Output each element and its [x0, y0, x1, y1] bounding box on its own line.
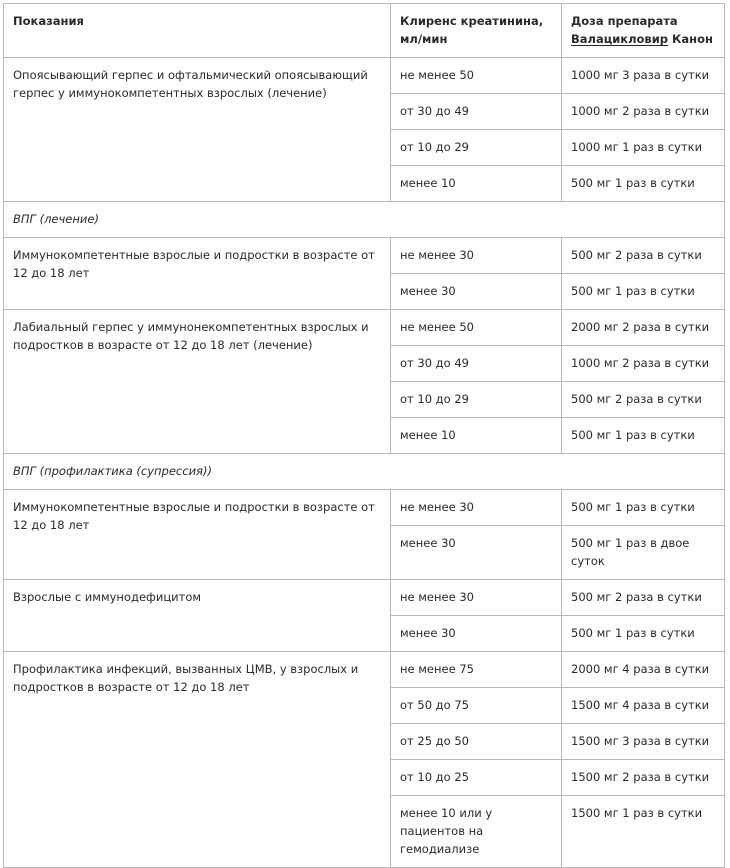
clearance-cell: менее 30	[391, 616, 562, 652]
dose-cell: 1500 мг 1 раз в сутки	[562, 796, 725, 868]
table-header-row	[4, 4, 725, 58]
dose-cell: 500 мг 1 раз в двое суток	[562, 526, 725, 580]
dose-cell: 500 мг 1 раз в сутки	[562, 616, 725, 652]
indication-cell: Взрослые с иммунодефицитом	[4, 580, 391, 652]
dose-cell: 500 мг 1 раз в сутки	[562, 418, 725, 454]
dose-cell: 1500 мг 4 раза в сутки	[562, 688, 725, 724]
clearance-cell: менее 30	[391, 274, 562, 310]
section-row	[4, 454, 725, 490]
table-row	[4, 58, 725, 94]
clearance-cell: не менее 30	[391, 580, 562, 616]
table-row	[4, 652, 725, 688]
clearance-cell: менее 10	[391, 418, 562, 454]
clearance-cell: не менее 50	[391, 310, 562, 346]
dose-cell: 1000 мг 2 раза в сутки	[562, 346, 725, 382]
clearance-cell: от 50 до 75	[391, 688, 562, 724]
section-title: ВПГ (лечение)	[4, 202, 725, 238]
dose-cell: 500 мг 1 раз в сутки	[562, 166, 725, 202]
dose-cell: 1500 мг 3 раза в сутки	[562, 724, 725, 760]
clearance-cell: менее 10	[391, 166, 562, 202]
clearance-cell: менее 10 или у пациентов на гемодиализе	[391, 796, 562, 868]
header-indication: Показания	[4, 4, 391, 58]
dose-cell: 500 мг 2 раза в сутки	[562, 382, 725, 418]
clearance-cell: от 10 до 29	[391, 382, 562, 418]
table-row	[4, 490, 725, 526]
dosage-table	[3, 3, 725, 868]
clearance-cell: не менее 30	[391, 238, 562, 274]
dose-cell: 500 мг 1 раз в сутки	[562, 274, 725, 310]
dose-cell: 1000 мг 1 раз в сутки	[562, 130, 725, 166]
indication-cell: Профилактика инфекций, вызванных ЦМВ, у взрослых и подростков в возрасте от 12 до 18 лет	[4, 652, 391, 868]
indication-cell: Иммунокомпетентные взрослые и подростки в возрасте от 12 до 18 лет	[4, 238, 391, 310]
indication-cell: Опоясывающий герпес и офтальмический опоясывающий герпес у иммунокомпетентных взрослых (лечение)	[4, 58, 391, 202]
dose-cell: 1000 мг 2 раза в сутки	[562, 94, 725, 130]
clearance-cell: менее 30	[391, 526, 562, 580]
clearance-cell: не менее 75	[391, 652, 562, 688]
clearance-cell: от 30 до 49	[391, 94, 562, 130]
clearance-cell: от 30 до 49	[391, 346, 562, 382]
clearance-cell: не менее 30	[391, 490, 562, 526]
indication-cell: Иммунокомпетентные взрослые и подростки в возрасте от 12 до 18 лет	[4, 490, 391, 580]
dose-cell: 500 мг 1 раз в сутки	[562, 490, 725, 526]
dose-cell: 1000 мг 3 раза в сутки	[562, 58, 725, 94]
header-dose-suffix: Канон	[672, 32, 713, 46]
table-row	[4, 238, 725, 274]
clearance-cell: от 25 до 50	[391, 724, 562, 760]
drug-link[interactable]: Валацикловир	[571, 32, 668, 46]
header-clearance: Клиренс креатинина, мл/мин	[391, 4, 562, 58]
header-dose-prefix: Доза препарата	[571, 14, 678, 28]
clearance-cell: от 10 до 29	[391, 130, 562, 166]
table-row	[4, 580, 725, 616]
dose-cell: 2000 мг 4 раза в сутки	[562, 652, 725, 688]
section-row	[4, 202, 725, 238]
dose-cell: 500 мг 2 раза в сутки	[562, 580, 725, 616]
clearance-cell: от 10 до 25	[391, 760, 562, 796]
clearance-cell: не менее 50	[391, 58, 562, 94]
table-row	[4, 310, 725, 346]
indication-cell: Лабиальный герпес у иммунонекомпетентных взрослых и подростков в возрасте от 12 до 18 лет (лечение)	[4, 310, 391, 454]
dose-cell: 1500 мг 2 раза в сутки	[562, 760, 725, 796]
dose-cell: 2000 мг 2 раза в сутки	[562, 310, 725, 346]
dose-cell: 500 мг 2 раза в сутки	[562, 238, 725, 274]
header-dose	[562, 4, 725, 58]
section-title: ВПГ (профилактика (супрессия))	[4, 454, 725, 490]
